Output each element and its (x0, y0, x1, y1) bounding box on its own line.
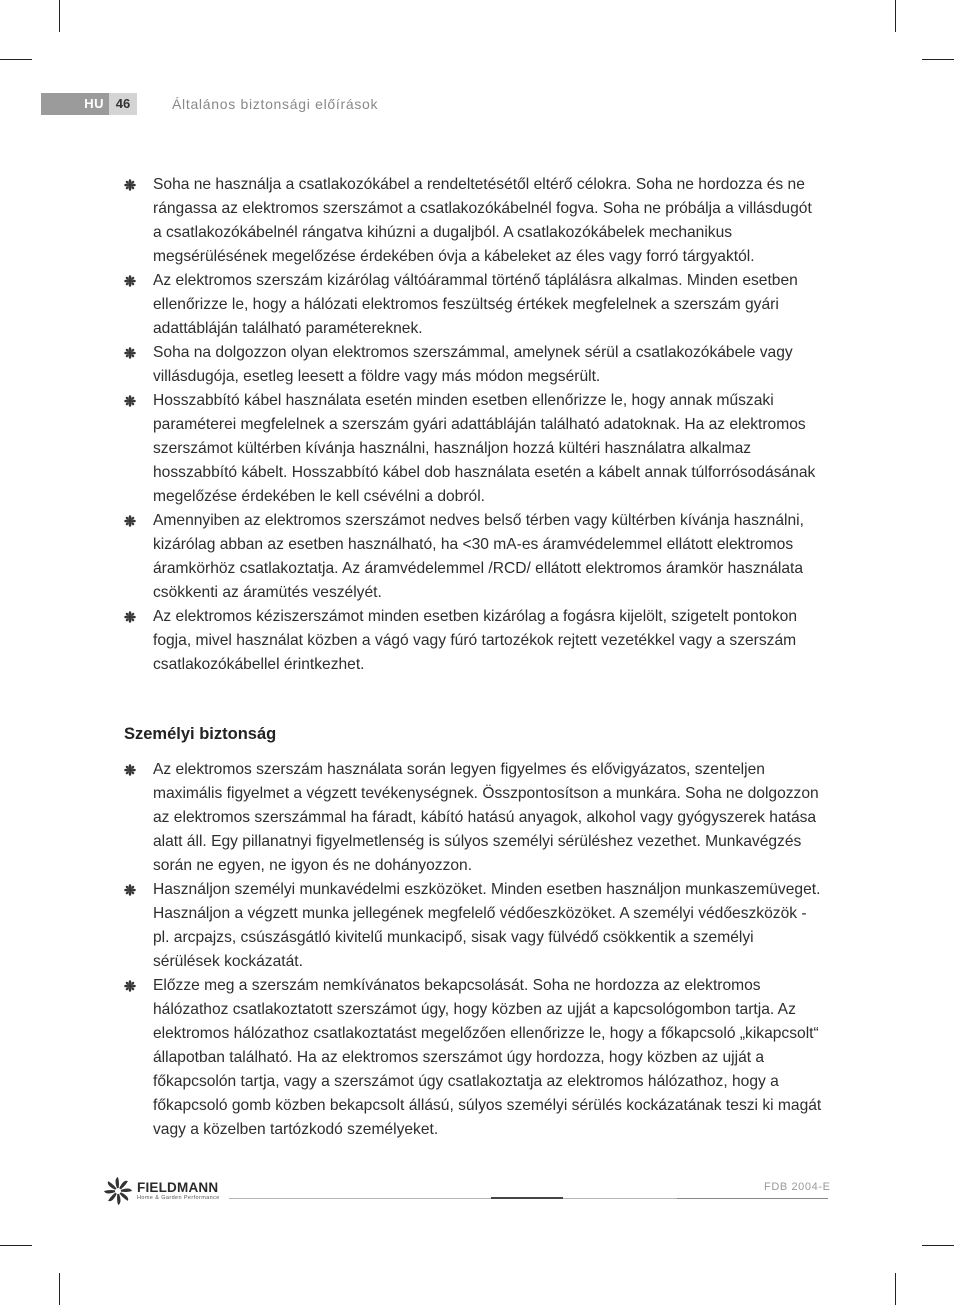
crop-mark (922, 1245, 954, 1246)
flower-bullet-icon (124, 515, 136, 527)
fan-logo-icon (103, 1176, 133, 1206)
crop-mark (0, 1245, 32, 1246)
brand-name: FIELDMANN (137, 1179, 219, 1195)
footer-divider (229, 1198, 491, 1199)
flower-bullet-icon (124, 764, 136, 776)
list-item (124, 878, 824, 974)
list-item (124, 269, 824, 341)
page-tag (41, 93, 137, 115)
list-item-text: Előzze meg a szerszám nemkívánatos bekapcsolását. Soha ne hordozza az elektromos hálózathoz csatlakoztatott szerszámot úgy, hogy közben az ujját a kapcsológombon tartja. Az elektromos hálózathoz csatlakoztatást megelőzően ellenőrizze le, hogy a főkapcsoló „kikapcsolt“ állapotban található. Ha az elektromos szerszámot úgy hordozza, hogy közben az ujját a főkapcsolón tartja, vagy a szerszámot úgy csatlakoztatja az elektromos hálózathoz, hogy a főkapcsoló gomb közben bekapcsolt állású, súlyos személyi sérülés kockázatának teszi ki magát vagy a közelben tartózkodó személyeket. (153, 977, 822, 1138)
list-item (124, 173, 824, 269)
list-item-text: Hosszabbító kábel használata esetén minden esetben ellenőrizze le, hogy annak műszaki paraméterei megfelelnek a szerszám gyári adattábláján található adatoknak. Ha az elektromos szerszámot kültérben kívánja használni, használjon hozzá kültéri használatra alkalmaz hosszabbító kábelt. Hosszabbító kábel dob használata esetén a kábelt annak túlforrósodásának megelőzése érdekében le kell csévélni a dobról. (153, 392, 816, 505)
crop-mark (895, 0, 896, 32)
list-item-text: Amennyiben az elektromos szerszámot nedves belső térben vagy kültérben kívánja használni, kizárólag abban az esetben használható, ha <30 mA-es áramvédelemmel ellátott elektromos áramkörhöz csatlakoztatja. Az áramvédelemmel /RCD/ ellátott elektromos áramkör használata csökkenti az áramütés veszélyét. (153, 512, 804, 601)
list-item (124, 974, 824, 1142)
brand-text (137, 1181, 220, 1202)
brand-tagline: Home & Garden Performance (137, 1194, 220, 1201)
list-item (124, 758, 824, 878)
footer-divider (491, 1197, 563, 1199)
flower-bullet-icon (124, 347, 136, 359)
footer-divider (563, 1198, 677, 1199)
flower-bullet-icon (124, 884, 136, 896)
brand-logo (103, 1176, 220, 1206)
list-item-text: Soha ne használja a csatlakozókábel a rendeltetésétől eltérő célokra. Soha ne hordozza és ne rángassa az elektromos szerszámot a csatlakozókábelnél fogva. Soha ne próbálja a villásdugót a csatlakozókábelnél rángatva kihúzni a dugaljból. A csatlakozókábelek mechanikus megsérülésének megelőzése érdekében óvja a kábeleket az éles vagy forró tárgyaktól. (153, 176, 812, 265)
list-item (124, 605, 824, 677)
crop-mark (895, 1273, 896, 1305)
crop-mark (59, 0, 60, 32)
flower-bullet-icon (124, 179, 136, 191)
page-number: 46 (109, 93, 137, 115)
page-title: Általános biztonsági előírások (172, 96, 379, 112)
safety-list-electrical (124, 173, 824, 677)
footer-divider (677, 1198, 828, 1199)
flower-bullet-icon (124, 395, 136, 407)
list-item (124, 389, 824, 509)
safety-list-personal (124, 758, 824, 1142)
crop-mark (0, 59, 32, 60)
list-item (124, 509, 824, 605)
list-item-text: Használjon személyi munkavédelmi eszközöket. Minden esetben használjon munkaszemüveget. Használjon a végzett munka jellegének megfelelő védőeszközöket. A személyi védőeszközök - pl. arcpajzs, csúszásgátló kivitelű munkacipő, sisak vagy fülvédő csökkentik a személyi sérülések kockázatát. (153, 881, 821, 970)
list-item-text: Az elektromos kéziszerszámot minden esetben kizárólag a fogásra kijelölt, szigetelt pontokon fogja, mivel használat közben a vágó vagy fúró tartozékok rejtett vezetékkel vagy a szerszám csatlakozókábellel érintkezhet. (153, 608, 797, 673)
crop-mark (922, 59, 954, 60)
flower-bullet-icon (124, 980, 136, 992)
crop-mark (59, 1273, 60, 1305)
list-item-text: Az elektromos szerszám kizárólag váltóárammal történő táplálásra alkalmas. Minden esetben ellenőrizze le, hogy a hálózati elektromos feszültség értékek megfelelnek a szerszám gyári adattábláján található paramétereknek. (153, 272, 798, 337)
list-item (124, 341, 824, 389)
list-item-text: Az elektromos szerszám használata során legyen figyelmes és elővigyázatos, szenteljen maximális figyelmet a végzett tevékenységnek. Összpontosítson a munkára. Soha ne dolgozzon az elektromos szerszámmal ha fáradt, kábító hatású anyagok, alkohol vagy gyógyszerek hatása alatt áll. Egy pillanatnyi figyelmetlenség is súlyos személyi sérüléshez vezethet. Munkavégzés során ne egyen, ne igyon és ne dohányozzon. (153, 761, 819, 874)
model-number: FDB 2004-E (764, 1181, 831, 1193)
flower-bullet-icon (124, 275, 136, 287)
language-badge: HU (41, 93, 109, 115)
flower-bullet-icon (124, 611, 136, 623)
list-item-text: Soha na dolgozzon olyan elektromos szerszámmal, amelynek sérül a csatlakozókábele vagy villásdugója, esetleg leesett a földre vagy más módon megsérült. (153, 344, 793, 385)
section-heading: Személyi biztonság (124, 725, 277, 743)
